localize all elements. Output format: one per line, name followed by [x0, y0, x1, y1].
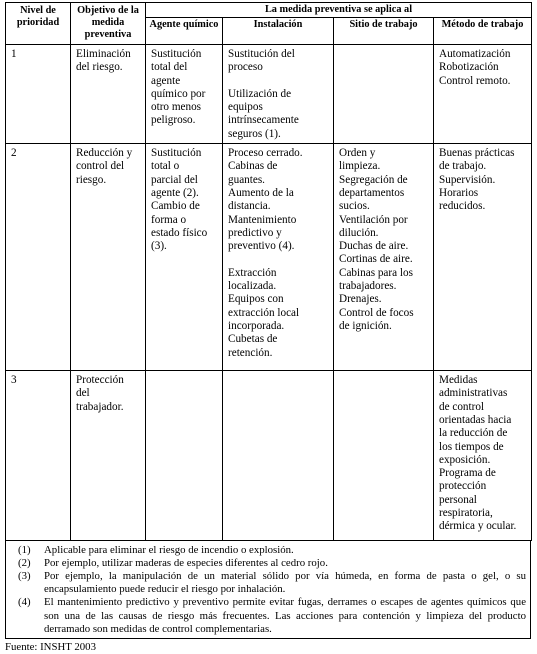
cell-line: riesgo.	[76, 173, 107, 186]
header-objetivo: Objetivo de la medida preventiva	[71, 3, 146, 45]
cell-line: Cabinas de	[228, 160, 278, 173]
header-metodo: Método de trabajo	[434, 18, 532, 45]
footnote-text: Por ejemplo, la manipulación de un material sólido por vía húmeda, en forma de pasta o gel, o su encapsulamiento puede reducir el riesgo por inhalación.	[44, 570, 526, 596]
cell-line: distancia.	[228, 200, 271, 213]
cell-line: parcial del	[151, 173, 198, 186]
cell-line: peligroso.	[151, 114, 196, 127]
cell-line: estado físico	[151, 226, 208, 239]
cell-metodo	[434, 371, 532, 541]
cell-line: Sustitución	[151, 48, 202, 60]
footnote	[10, 570, 526, 596]
footnote-number: (1)	[18, 544, 31, 557]
cell-line: Mantenimiento	[228, 213, 297, 226]
cell-line: de control	[439, 400, 485, 413]
cell-line: extracción local	[228, 306, 300, 319]
cell-line: Protección	[76, 374, 124, 387]
cell-line: (3).	[151, 240, 167, 253]
cell-line: químico por	[151, 87, 206, 100]
cell-line: Programa de	[439, 467, 496, 480]
cell-instalacion	[223, 371, 334, 541]
cell-line	[228, 253, 329, 266]
cell-line: Sustitución	[151, 147, 202, 160]
header-agente: Agente químico	[146, 18, 223, 45]
cell-line: Reducción y	[76, 147, 133, 160]
cell-line: incorporada.	[228, 319, 285, 332]
cell-line: Utilización de	[228, 87, 292, 100]
cell-line: Cambio de	[151, 200, 200, 213]
cell-line: Control de focos	[339, 306, 414, 319]
cell-line: predictivo y	[228, 226, 282, 239]
cell-line: exposición.	[439, 453, 491, 466]
cell-line: Orden y	[339, 147, 376, 160]
header-instalacion: Instalación	[223, 18, 334, 45]
cell-line	[228, 75, 329, 88]
cell-line: Robotización	[439, 61, 499, 74]
cell-objetivo	[71, 144, 146, 371]
cell-metodo	[434, 45, 532, 144]
cell-line: Cortinas de aire.	[339, 253, 413, 266]
cell-line: sucios.	[339, 200, 370, 213]
cell-agente	[146, 144, 223, 371]
cell-line: Aumento de la	[228, 186, 294, 199]
cell-text: 2	[11, 147, 17, 160]
cell-line: agente	[151, 74, 181, 87]
notes-box	[5, 541, 531, 639]
footnote-number: (4)	[18, 596, 31, 609]
table-row	[6, 45, 532, 144]
cell-sitio	[334, 371, 434, 541]
cell-line: trabajadores.	[339, 280, 397, 293]
cell-line: administrativas	[439, 387, 508, 400]
cell-line: retención.	[228, 346, 273, 359]
cell-line: localizada.	[228, 280, 277, 293]
cell-line: limpieza.	[339, 160, 381, 173]
cell-nivel	[6, 371, 71, 541]
cell-line: Medidas	[439, 374, 478, 387]
cell-line: de ignición.	[339, 319, 392, 332]
cell-line: Cubetas de	[228, 333, 278, 346]
cell-line: dilución.	[339, 226, 379, 239]
cell-objetivo	[71, 45, 146, 144]
cell-line: dérmica y ocular.	[439, 520, 517, 533]
footnote	[10, 544, 526, 557]
cell-line: Proceso cerrado.	[228, 147, 303, 160]
cell-sitio	[334, 144, 434, 371]
cell-line: protección	[439, 480, 487, 493]
cell-line: orientadas hacia	[439, 413, 512, 426]
header-nivel: Nivel de prioridad	[6, 3, 71, 45]
cell-line: proceso	[228, 61, 263, 74]
cell-agente	[146, 371, 223, 541]
cell-nivel	[6, 144, 71, 371]
cell-instalacion	[223, 45, 334, 144]
cell-line: del riesgo.	[76, 61, 123, 74]
cell-line: Horarios	[439, 186, 479, 199]
cell-line: Cabinas para los	[339, 266, 413, 279]
cell-line: Duchas de aire.	[339, 240, 409, 253]
cell-instalacion	[223, 144, 334, 371]
footnote-number: (3)	[18, 570, 31, 583]
cell-line: Segregación de	[339, 173, 408, 186]
cell-line: Ventilación por	[339, 213, 408, 226]
footnote-text: Por ejemplo, utilizar maderas de especies diferentes al cedro rojo.	[44, 557, 328, 570]
cell-metodo	[434, 144, 532, 371]
cell-text: 3	[11, 374, 17, 387]
cell-line: Equipos con	[228, 293, 284, 306]
cell-agente	[146, 45, 223, 144]
cell-line: Eliminación	[76, 48, 131, 60]
document-frame	[5, 2, 531, 654]
cell-line: Drenajes.	[339, 293, 382, 306]
cell-line: equipos	[228, 101, 263, 114]
cell-line: control del	[76, 160, 125, 173]
cell-line: forma o	[151, 213, 187, 226]
cell-line: de trabajo.	[439, 160, 487, 173]
cell-line: Buenas prácticas	[439, 147, 515, 160]
cell-line: Automatización	[439, 48, 511, 60]
header-group: La medida preventiva se aplica al	[146, 3, 532, 18]
cell-objetivo	[71, 371, 146, 541]
source-line: Fuente: INSHT 2003	[5, 640, 96, 653]
cell-line: seguros (1).	[228, 127, 281, 140]
footnote-text: El mantenimiento predictivo y preventivo permite evitar fugas, derrames o escapes de agentes químicos que son una de las causas de riesgo más frecuentes. Las acciones para contención y limpieza del producto derramado son medidas de control complementarias.	[44, 596, 526, 635]
cell-line: intrínsecamente	[228, 114, 299, 127]
cell-line: respiratoria,	[439, 507, 493, 520]
cell-line: la reducción de	[439, 427, 508, 440]
cell-sitio	[334, 45, 434, 144]
cell-line: departamentos	[339, 186, 405, 199]
table-row	[6, 371, 532, 541]
cell-line: preventivo (4).	[228, 240, 295, 253]
footnote	[10, 557, 526, 570]
cell-line: Control remoto.	[439, 74, 511, 87]
cell-line: trabajador.	[76, 400, 124, 413]
footnote	[10, 596, 526, 635]
cell-line: del	[76, 387, 90, 400]
footnote-text: Aplicable para eliminar el riesgo de incendio o explosión.	[44, 544, 294, 557]
header-sitio: Sitio de trabajo	[334, 18, 434, 45]
cell-nivel	[6, 45, 71, 144]
cell-text: 1	[11, 48, 17, 60]
cell-line: otro menos	[151, 101, 202, 114]
cell-line: guantes.	[228, 173, 265, 186]
cell-line: los tiempos de	[439, 440, 504, 453]
cell-line: total o	[151, 160, 180, 173]
cell-line: total del	[151, 61, 188, 74]
cell-line: Sustitución del	[228, 48, 295, 60]
cell-line: reducidos.	[439, 200, 486, 213]
cell-line: personal	[439, 493, 477, 506]
footnote-number: (2)	[18, 557, 31, 570]
cell-line: agente (2).	[151, 186, 199, 199]
cell-line: Extracción	[228, 266, 277, 279]
preventive-measures-table	[5, 2, 532, 541]
table-row	[6, 144, 532, 371]
cell-line: Supervisión.	[439, 173, 496, 186]
